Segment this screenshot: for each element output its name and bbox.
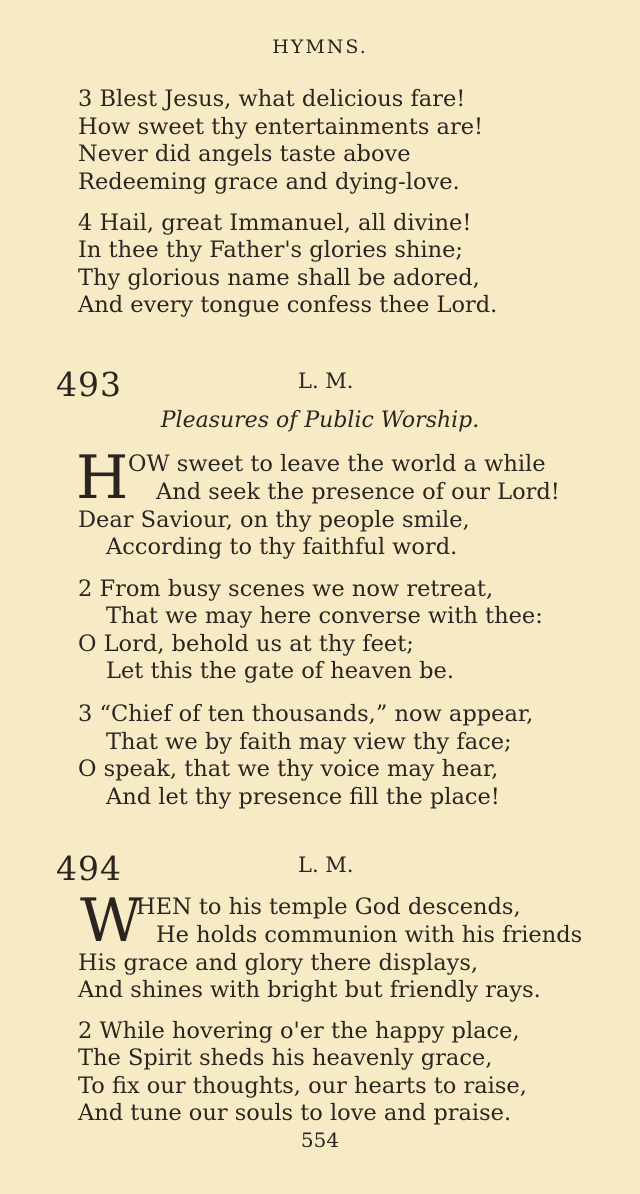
verse-line: Let this the gate of heaven be. bbox=[106, 658, 454, 684]
verse-line: HEN to his temple God descends, bbox=[136, 894, 521, 920]
verse-line: O speak, that we thy voice may hear, bbox=[78, 756, 499, 782]
drop-cap: H bbox=[76, 443, 129, 513]
verse-line: In thee thy Father's glories shine; bbox=[78, 237, 463, 263]
verse-line: Redeeming grace and dying-love. bbox=[78, 169, 460, 195]
verse-line: Dear Saviour, on thy people smile, bbox=[78, 507, 470, 533]
verse-line: And seek the presence of our Lord! bbox=[156, 479, 560, 505]
verse-line: That we may here converse with thee: bbox=[106, 603, 543, 629]
verse-line: That we by faith may view thy face; bbox=[106, 729, 512, 755]
page-number: 554 bbox=[300, 1128, 340, 1152]
verse-line: 2 From busy scenes we now retreat, bbox=[78, 576, 494, 602]
verse-line: 2 While hovering o'er the happy place, bbox=[78, 1018, 520, 1044]
hymn-meter: L. M. bbox=[298, 853, 354, 877]
verse-line: He holds communion with his friends bbox=[156, 922, 583, 948]
verse-line: 3 Blest Jesus, what delicious fare! bbox=[78, 86, 466, 112]
running-header: HYMNS. bbox=[272, 36, 368, 58]
verse-line: And let thy presence fill the place! bbox=[106, 784, 500, 810]
hymn-title: Pleasures of Public Worship. bbox=[160, 408, 480, 433]
drop-cap: W bbox=[80, 886, 142, 956]
verse-line: Thy glorious name shall be adored, bbox=[78, 265, 480, 291]
verse-line: O Lord, behold us at thy feet; bbox=[78, 631, 414, 657]
verse-line: OW sweet to leave the world a while bbox=[128, 451, 546, 477]
verse-line: 4 Hail, great Immanuel, all divine! bbox=[78, 210, 472, 236]
verse-line: 3 “Chief of ten thousands,” now appear, bbox=[78, 701, 534, 727]
verse-line: The Spirit sheds his heavenly grace, bbox=[78, 1045, 493, 1071]
verse-line: To fix our thoughts, our hearts to raise, bbox=[78, 1073, 527, 1099]
hymn-meter: L. M. bbox=[298, 369, 354, 393]
verse-line: How sweet thy entertainments are! bbox=[78, 114, 484, 140]
verse-line: His grace and glory there displays, bbox=[78, 950, 479, 976]
verse-line: And every tongue confess thee Lord. bbox=[78, 292, 498, 318]
verse-line: According to thy faithful word. bbox=[106, 534, 458, 560]
hymn-number: 493 bbox=[56, 365, 122, 404]
verse-line: And shines with bright but friendly rays. bbox=[78, 977, 541, 1003]
verse-line: Never did angels taste above bbox=[78, 141, 411, 167]
hymn-number: 494 bbox=[56, 849, 122, 888]
verse-line: And tune our souls to love and praise. bbox=[78, 1100, 512, 1126]
